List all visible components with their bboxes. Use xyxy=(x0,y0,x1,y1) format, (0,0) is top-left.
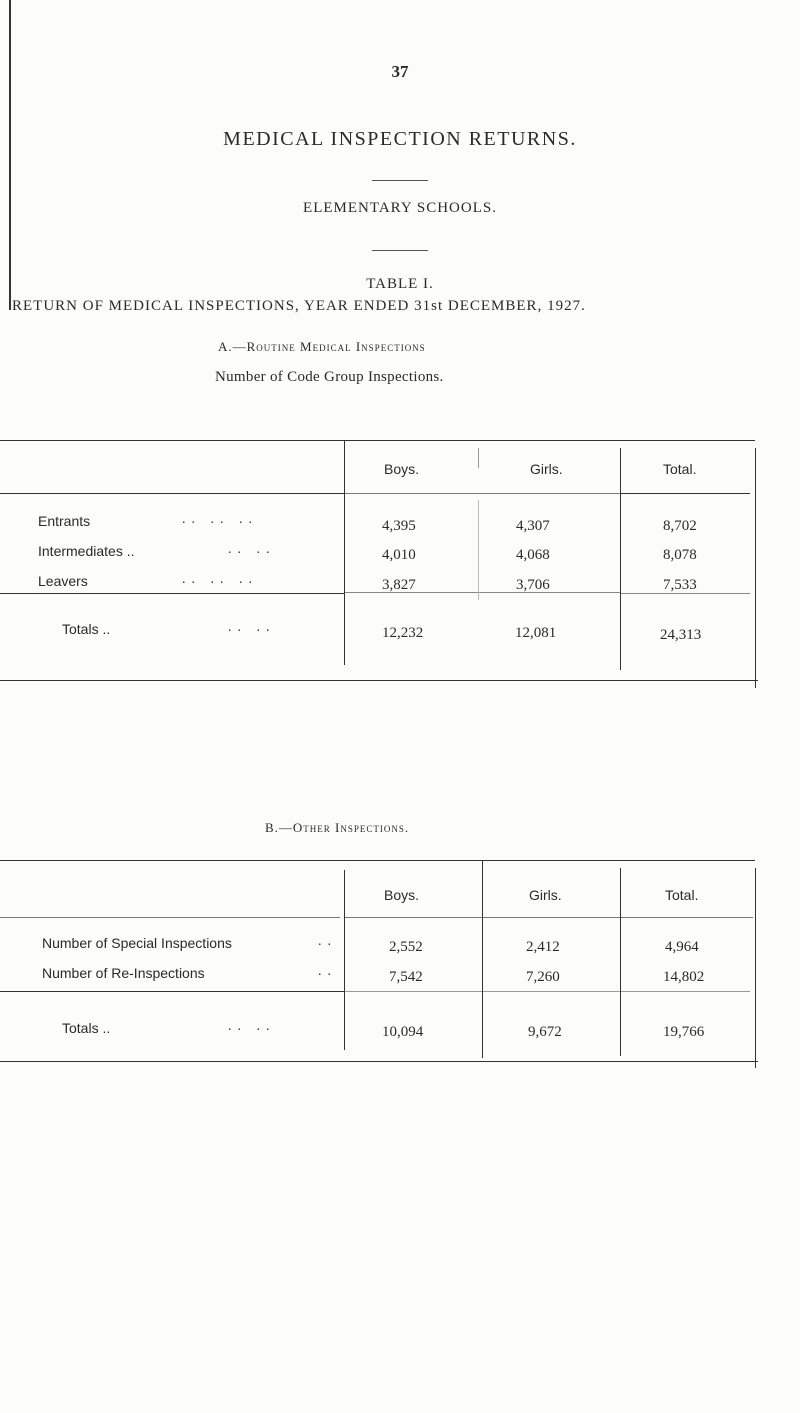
divider xyxy=(372,180,428,181)
table-rule xyxy=(344,440,345,665)
table-rule xyxy=(0,991,345,992)
cell-boys: 10,094 xyxy=(382,1024,424,1040)
table-rule xyxy=(344,870,345,1050)
col-header-girls: Girls. xyxy=(530,461,563,477)
cell-boys: 4,395 xyxy=(382,518,416,534)
col-header-boys: Boys. xyxy=(384,887,420,903)
cell-girls: 12,081 xyxy=(515,625,557,641)
table-rule xyxy=(345,493,620,494)
section-b-heading: B.—Other Inspections. xyxy=(265,820,410,835)
cell-total: 14,802 xyxy=(663,969,705,985)
divider xyxy=(372,250,428,251)
subtitle: ELEMENTARY SCHOOLS. xyxy=(303,200,497,216)
table-rule xyxy=(0,680,758,681)
table-rule xyxy=(620,448,621,670)
totals-label: Totals .. xyxy=(62,1020,111,1036)
table-rule xyxy=(478,448,479,468)
dot-leader: .. xyxy=(318,934,337,949)
dot-leader: .. .. .. xyxy=(182,512,258,527)
row-label: Leavers xyxy=(38,573,88,589)
table-rule xyxy=(620,493,750,494)
cell-total: 7,533 xyxy=(663,577,697,593)
table-rule xyxy=(345,991,750,992)
cell-total: 19,766 xyxy=(663,1024,705,1040)
dot-leader: .. .. xyxy=(228,620,276,635)
dot-leader: .. .. .. xyxy=(182,572,258,587)
col-header-boys: Boys. xyxy=(384,461,420,477)
cell-boys: 12,232 xyxy=(382,625,424,641)
table-rule xyxy=(0,593,345,594)
table-rule xyxy=(0,493,345,494)
cell-girls: 4,068 xyxy=(516,547,550,563)
cell-total: 8,078 xyxy=(663,547,697,563)
cell-boys: 3,827 xyxy=(382,577,416,593)
table-rule xyxy=(0,440,755,441)
cell-boys: 4,010 xyxy=(382,547,416,563)
table-rule xyxy=(482,860,483,1058)
dot-leader: .. .. xyxy=(228,1019,276,1034)
section-a-heading: A.—Routine Medical Inspections xyxy=(218,339,426,354)
table-rule xyxy=(755,868,756,1068)
table-rule xyxy=(755,448,756,688)
col-header-total: Total. xyxy=(663,461,697,477)
table-rule xyxy=(478,500,479,600)
row-label: Intermediates .. xyxy=(38,543,135,559)
cell-girls: 2,412 xyxy=(526,939,560,955)
cell-girls: 3,706 xyxy=(516,577,550,593)
cell-girls: 4,307 xyxy=(516,518,550,534)
table-label: TABLE I. xyxy=(366,276,434,292)
cell-total: 4,964 xyxy=(665,939,699,955)
col-header-total: Total. xyxy=(665,887,699,903)
table-rule xyxy=(620,868,621,1056)
cell-total: 8,702 xyxy=(663,518,697,534)
table-rule xyxy=(621,917,753,918)
row-label: Entrants xyxy=(38,513,91,529)
section-a-caption: Number of Code Group Inspections. xyxy=(215,369,444,385)
page-number: 37 xyxy=(391,62,409,81)
table-rule xyxy=(345,917,621,918)
cell-boys: 2,552 xyxy=(389,939,423,955)
totals-label: Totals .. xyxy=(62,621,111,637)
cell-girls: 9,672 xyxy=(528,1024,562,1040)
cell-girls: 7,260 xyxy=(526,969,560,985)
table-rule xyxy=(0,860,755,861)
table-rule xyxy=(0,917,340,918)
page-edge-line xyxy=(9,0,11,310)
cell-boys: 7,542 xyxy=(389,969,423,985)
page-title: MEDICAL INSPECTION RETURNS. xyxy=(223,128,577,150)
return-title: RETURN OF MEDICAL INSPECTIONS, YEAR ENDED 31st DECEMBER, 1927. xyxy=(12,298,586,314)
row-label: Number of Re-Inspections xyxy=(42,965,205,981)
dot-leader: .. xyxy=(318,964,337,979)
cell-total: 24,313 xyxy=(660,627,702,643)
dot-leader: .. .. xyxy=(228,542,276,557)
table-rule xyxy=(0,1061,758,1062)
col-header-girls: Girls. xyxy=(529,887,562,903)
row-label: Number of Special Inspections xyxy=(42,935,232,951)
